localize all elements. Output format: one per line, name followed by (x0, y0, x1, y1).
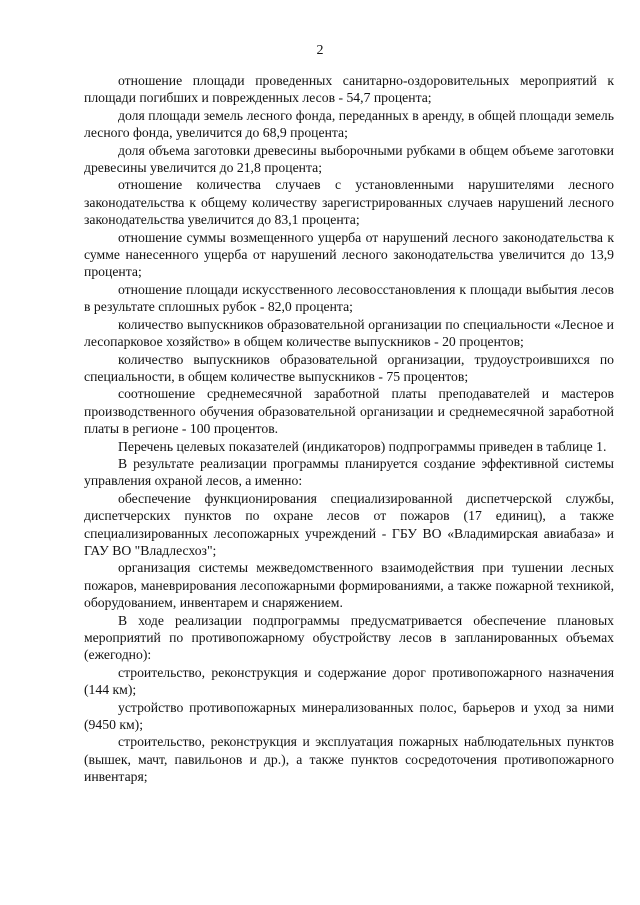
paragraph-sanitary-measures-ratio: отношение площади проведенных санитарно-оздоровительных мероприятий к площади погибших и поврежденных лесов - 54,7 процента; (84, 73, 614, 106)
paragraph-firebreak-strips: устройство противопожарных минерализованных полос, барьеров и уход за ними (9450 км); (84, 699, 614, 733)
paragraph-damage-compensation-ratio: отношение суммы возмещенного ущерба от нарушений лесного законодательства к сумме нанесенного ущерба от нарушений лесного законодательства увеличится до 13,9 процента; (84, 229, 614, 280)
paragraph-selective-logging-share: доля объема заготовки древесины выборочными рубками в общем объеме заготовки древесины увеличится до 21,8 процента; (84, 142, 614, 176)
paragraph-indicators-table-reference: Перечень целевых показателей (индикаторов) подпрограммы приведен в таблице 1. (118, 438, 607, 454)
paragraph-fire-roads: строительство, реконструкция и содержание дорог противопожарного назначения (144 км); (84, 664, 614, 698)
page-number: 2 (316, 43, 324, 58)
paragraph-program-results: В результате реализации программы планируется создание эффективной системы управления охраной лесов, а именно: (84, 455, 614, 489)
paragraph-planned-activities: В ходе реализации подпрограммы предусматривается обеспечение плановых мероприятий по противопожарному обустройству лесов в запланированных объемах (ежегодно): (84, 612, 614, 663)
paragraph-identified-violators-ratio: отношение количества случаев с установленными нарушителями лесного законодательства к общему количеству зарегистрированных случаев нарушений лесного законодательства увеличится до 83,1 процента; (84, 177, 614, 228)
paragraph-graduates-specialty-share: количество выпускников образовательной организации по специальности «Лесное и лесопарковое хозяйство» в общем количестве выпускников - 20 процентов; (84, 316, 614, 350)
paragraph-dispatch-service: обеспечение функционирования специализированной диспетчерской службы, диспетчерских пунктов по охране лесов от пожаров (17 единиц), а также специализированных лесопожарных учреждений - ГБУ ВО «Владимирская авиабаза» и ГАУ ВО "Владлесхоз"; (84, 490, 614, 558)
paragraph-leased-land-share: доля площади земель лесного фонда, переданных в аренду, в общей площади земель лесного фонда, увеличится до 68,9 процента; (84, 107, 614, 141)
paragraph-salary-ratio: соотношение среднемесячной заработной платы преподавателей и мастеров производственного обучения образовательной организации и среднемесячной заработной платы в регионе - 100 процентов. (84, 386, 614, 437)
paragraph-graduates-employed-share: количество выпускников образовательной организации, трудоустроившихся по специальности, в общем количестве выпускников - 75 процентов; (84, 351, 614, 384)
paragraph-observation-points: строительство, реконструкция и эксплуатация пожарных наблюдательных пунктов (вышек, мачт, павильонов и др.), а также пунктов сосредоточения противопожарного инвентаря; (84, 734, 614, 785)
paragraph-interagency-cooperation: организация системы межведомственного взаимодействия при тушении лесных пожаров, маневрирования лесопожарными формированиями, а также пожарной техникой, оборудованием, инвентарем и снаряжением. (84, 560, 614, 611)
document-body (84, 72, 614, 786)
paragraph-reforestation-ratio: отношение площади искусственного лесовосстановления к площади выбытия лесов в результате сплошных рубок - 82,0 процента; (84, 281, 614, 315)
